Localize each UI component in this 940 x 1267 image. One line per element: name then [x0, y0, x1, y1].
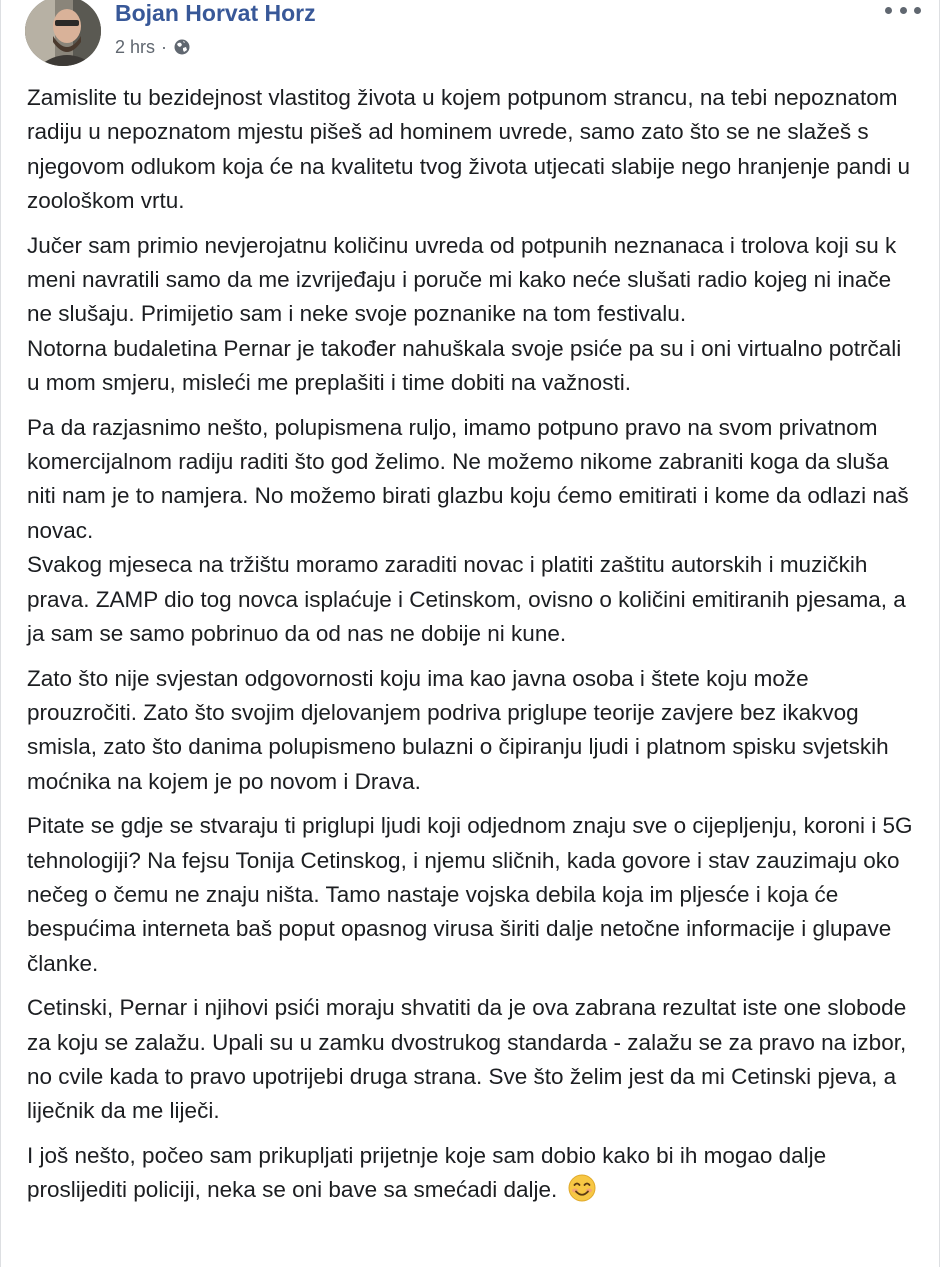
- avatar-photo-icon: [25, 0, 101, 66]
- paragraph-2: [27, 229, 917, 401]
- globe-icon[interactable]: [173, 38, 191, 56]
- smiling-face-icon: [568, 1174, 596, 1202]
- paragraph-7-text: I još nešto, počeo sam prikupljati prijetnje koje sam dobio kako bi ih mogao dalje proslijediti policiji, neka se oni bave sa smećadi dalje.: [27, 1142, 827, 1203]
- paragraph-3: [27, 411, 917, 652]
- post-text: [27, 81, 917, 1218]
- paragraph-3-continued: Svakog mjeseca na tržištu moramo zaraditi novac i platiti zaštitu autorskih i muzičkih prava. ZAMP dio tog novca isplaćuje i Cetinskom, ovisno o količini emitiranih pjesama, a ja sam se samo pobrinuo da od nas ne dobije ni kune.: [27, 552, 906, 647]
- post-timestamp[interactable]: 2 hrs: [115, 37, 156, 57]
- paragraph-5: Pitate se gdje se stvaraju ti priglupi ljudi koji odjednom znaju sve o cijepljenju, koroni i 5G tehnologiji? Na fejsu Tonija Cetinskog, i njemu sličnih, kada govore i stav zauzimaju oko nečeg o čemu ne znaju ništa. Tamo nastaje vojska debila koja im pljesće i koja će bespućima interneta baš poput opasnog virusa širiti dalje netočne informacije i glupave članke.: [27, 813, 913, 976]
- paragraph-4: Zato što nije svjestan odgovornosti koju ima kao javna osoba i štete koju može prouzročiti. Zato što svojim djelovanjem podriva priglupe teorije zavjere bez ikakvog smisla, zato što danima polupismeno bulazni o čipiranju ljudi i platnom spisku svjetskih moćnika na kojem je po novom i Drava.: [27, 665, 889, 794]
- paragraph-6: Cetinski, Pernar i njihovi psići moraju shvatiti da je ova zabrana rezultat iste one slobode za koju se zalažu. Upali su u zamku dvostrukog standarda - zalažu se za pravo na izbor, no cvile kada to pravo upotrijebi druga strana. Sve što želim jest da mi Cetinski pjeva, a liječnik da me liječi.: [27, 995, 907, 1124]
- post-header: [25, 0, 925, 70]
- paragraph-3-text: Pa da razjasnimo nešto, polupismena ruljo, imamo potpuno pravo na svom privatnom komercijalnom radiju raditi što god želimo. Ne možemo nikome zabraniti koga da sluša niti nam je to namjera. No možemo birati glazbu koju ćemo emitirati i kome da odlazi naš novac.: [27, 414, 909, 543]
- post-meta: [115, 36, 191, 58]
- paragraph-1: Zamislite tu bezidejnost vlastitog života u kojem potpunom strancu, na tebi nepoznatom radiju u nepoznatom mjestu pišeš ad hominem uvrede, samo zato što se ne slažeš s njegovom odlukom koja će na kvalitetu tvog života utjecati slabije nego hranjenje pandi u zoološkom vrtu.: [27, 85, 911, 214]
- more-options-icon[interactable]: [885, 0, 921, 20]
- paragraph-2-text: Jučer sam primio nevjerojatnu količinu uvreda od potpunih neznanaca i trolova koji su k meni navratili samo da me izvrijeđaju i poruče mi kako neće slušati radio kojeg ni inače ne slušaju. Primijetio sam i neke svoje poznanike na tom festivalu.: [27, 232, 897, 327]
- more-dot: [900, 7, 907, 14]
- more-dot: [914, 7, 921, 14]
- paragraph-7: [27, 1139, 917, 1208]
- more-dot: [885, 7, 892, 14]
- meta-separator: ·: [161, 37, 168, 57]
- author-name[interactable]: Bojan Horvat Horz: [115, 0, 316, 26]
- paragraph-2-continued: Notorna budaletina Pernar je također nahuškala svoje psiće pa su i oni virtualno potrčali u mom smjeru, misleći me preplašiti i time dobiti na važnosti.: [27, 335, 902, 396]
- author-avatar[interactable]: [25, 0, 101, 66]
